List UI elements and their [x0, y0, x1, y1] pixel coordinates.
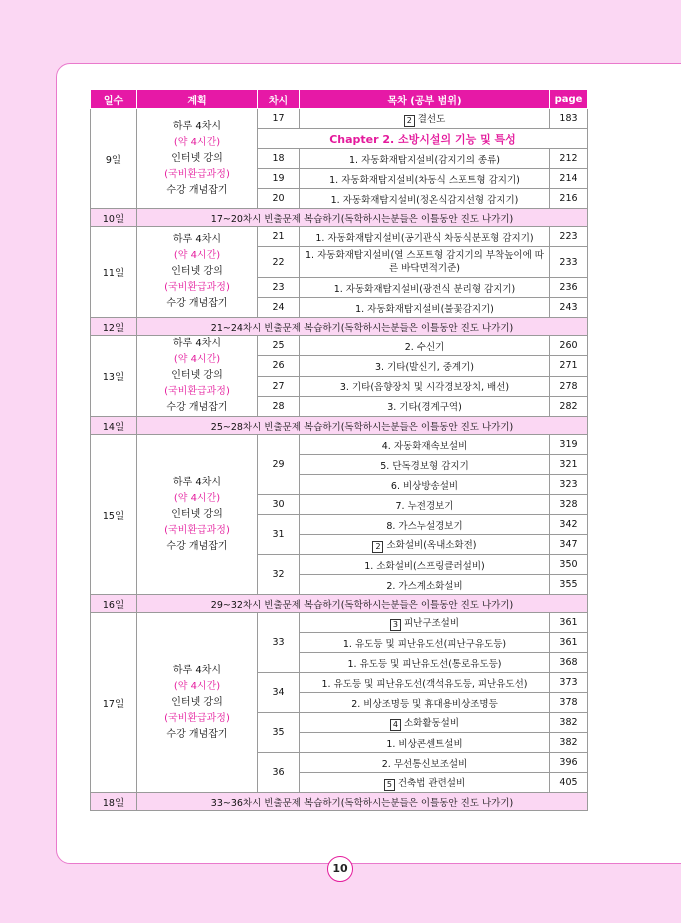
- toc-cell: 1. 유도등 및 피난유도선(통로유도등): [300, 653, 550, 673]
- plan-line: (국비환급과정): [164, 386, 230, 397]
- table-header-row: [91, 90, 588, 109]
- toc-cell: 1. 유도등 및 피난유도선(피난구유도등): [300, 633, 550, 653]
- toc-cell: 1. 비상콘센트설비: [300, 733, 550, 753]
- toc-text: 소화활동설비: [403, 717, 460, 729]
- plan-line: 하루 4차시: [172, 338, 222, 349]
- review-row: [91, 209, 588, 227]
- page-cell: 319: [550, 435, 588, 455]
- page-cell: 382: [550, 713, 588, 733]
- plan-line: (약 4시간): [173, 680, 221, 692]
- day-cell: 10일: [91, 209, 137, 227]
- table-row: [91, 109, 588, 129]
- plan-line: 하루 4차시: [172, 120, 222, 132]
- session-cell: 19: [258, 169, 300, 189]
- session-cell: 26: [258, 356, 300, 376]
- session-cell: 21: [258, 227, 300, 247]
- section-number-box: 4: [390, 719, 401, 731]
- section-number-box: 2: [404, 115, 415, 127]
- review-text: 25~28차시 빈출문제 복습하기(독학하시는분들은 이틀동안 진도 나가기): [137, 417, 588, 435]
- header-session: 차시: [258, 90, 300, 109]
- page-cell: 321: [550, 455, 588, 475]
- toc-cell: 2. 수신기: [300, 336, 550, 356]
- toc-cell: 2. 무선통신보조설비: [300, 753, 550, 773]
- plan-line: 하루 4차시: [172, 664, 222, 676]
- session-cell: 27: [258, 376, 300, 396]
- page-cell: 342: [550, 515, 588, 535]
- page-cell: 405: [550, 773, 588, 793]
- plan-cell: [137, 227, 258, 318]
- toc-cell: 1. 자동화재탐지설비(광전식 분리형 감지기): [300, 278, 550, 298]
- header-page: page: [550, 90, 588, 109]
- toc-cell: [300, 713, 550, 733]
- toc-cell: 5. 단독경보형 감지기: [300, 455, 550, 475]
- day-cell: 15일: [91, 435, 137, 595]
- page-cell: 214: [550, 169, 588, 189]
- day-cell: 13일: [91, 336, 137, 417]
- session-cell: 24: [258, 298, 300, 318]
- plan-line: 인터넷 강의: [171, 370, 223, 381]
- plan-line: (약 4시간): [173, 354, 221, 365]
- session-cell: 35: [258, 713, 300, 753]
- page-cell: 323: [550, 475, 588, 495]
- page-cell: 216: [550, 189, 588, 209]
- review-row: [91, 595, 588, 613]
- day-cell: 16일: [91, 595, 137, 613]
- session-cell: 32: [258, 555, 300, 595]
- session-cell: 29: [258, 435, 300, 495]
- section-number-box: 3: [390, 619, 401, 631]
- table-row: [91, 435, 588, 455]
- toc-cell: 2. 비상조명등 및 휴대용비상조명등: [300, 693, 550, 713]
- page-cell: 243: [550, 298, 588, 318]
- header-plan: 계획: [137, 90, 258, 109]
- toc-cell: 2. 가스계소화설비: [300, 575, 550, 595]
- toc-cell: 1. 자동화재탐지설비(공기관식 차동식분포형 감지기): [300, 227, 550, 247]
- page-cell: 382: [550, 733, 588, 753]
- toc-cell: 1. 자동화재탐지설비(열 스포트형 감지기의 부착높이에 따른 바닥면적기준): [300, 247, 550, 278]
- page-cell: 355: [550, 575, 588, 595]
- toc-text: 피난구조설비: [403, 617, 460, 629]
- page-cell: 368: [550, 653, 588, 673]
- review-text: 33~36차시 빈출문제 복습하기(독학하시는분들은 이틀동안 진도 나가기): [137, 793, 588, 811]
- toc-cell: 3. 기타(발신기, 중계기): [300, 356, 550, 376]
- toc-cell: 7. 누전경보기: [300, 495, 550, 515]
- plan-line: 인터넷 강의: [171, 696, 223, 708]
- session-cell: 22: [258, 247, 300, 278]
- page-cell: 361: [550, 633, 588, 653]
- session-cell: 25: [258, 336, 300, 356]
- session-cell: 17: [258, 109, 300, 129]
- review-text: 29~32차시 빈출문제 복습하기(독학하시는분들은 이틀동안 진도 나가기): [137, 595, 588, 613]
- session-cell: 23: [258, 278, 300, 298]
- section-number-box: 5: [384, 779, 395, 791]
- toc-cell: 1. 자동화재탐지설비(정온식감지선형 감지기): [300, 189, 550, 209]
- page-cell: 347: [550, 535, 588, 555]
- page-cell: 278: [550, 376, 588, 396]
- page-cell: 361: [550, 613, 588, 633]
- plan-line: (약 4시간): [173, 492, 221, 504]
- toc-cell: 3. 기타(음향장치 및 시각경보장치, 배선): [300, 376, 550, 396]
- page-number: 10: [327, 856, 353, 882]
- session-cell: 33: [258, 613, 300, 673]
- page-cell: 350: [550, 555, 588, 575]
- toc-text: 결선도: [417, 113, 446, 125]
- page-cell: 183: [550, 109, 588, 129]
- page-cell: 212: [550, 149, 588, 169]
- review-row: [91, 793, 588, 811]
- toc-text: 건축법 관련설비: [397, 777, 466, 789]
- page-cell: 260: [550, 336, 588, 356]
- plan-line: (약 4시간): [173, 250, 221, 261]
- session-cell: 28: [258, 396, 300, 416]
- header-toc: 목차 (공부 범위): [300, 90, 550, 109]
- plan-cell: [137, 613, 258, 793]
- review-row: [91, 318, 588, 336]
- page-cell: 271: [550, 356, 588, 376]
- day-cell: 17일: [91, 613, 137, 793]
- table-row: [91, 336, 588, 356]
- review-text: 17~20차시 빈출문제 복습하기(독학하시는분들은 이틀동안 진도 나가기): [137, 209, 588, 227]
- session-cell: 34: [258, 673, 300, 713]
- session-cell: 18: [258, 149, 300, 169]
- session-cell: 36: [258, 753, 300, 793]
- plan-line: (약 4시간): [173, 136, 221, 148]
- plan-line: 인터넷 강의: [171, 266, 223, 277]
- page-cell: 236: [550, 278, 588, 298]
- day-cell: 14일: [91, 417, 137, 435]
- plan-cell: [137, 336, 258, 417]
- table-row: [91, 227, 588, 247]
- plan-line: (국비환급과정): [164, 168, 230, 180]
- plan-line: (국비환급과정): [164, 712, 230, 724]
- toc-cell: 4. 자동화재속보설비: [300, 435, 550, 455]
- plan-line: 수강 개념잡기: [166, 540, 228, 552]
- toc-cell: [300, 535, 550, 555]
- plan-cell: [137, 435, 258, 595]
- review-text: 21~24차시 빈출문제 복습하기(독학하시는분들은 이틀동안 진도 나가기): [137, 318, 588, 336]
- plan-line: (국비환급과정): [164, 282, 230, 293]
- page-cell: 378: [550, 693, 588, 713]
- page-cell: 328: [550, 495, 588, 515]
- toc-cell: 6. 비상방송설비: [300, 475, 550, 495]
- plan-line: (국비환급과정): [164, 524, 230, 536]
- study-schedule-table: [90, 89, 588, 811]
- toc-cell: 1. 자동화재탐지설비(감지기의 종류): [300, 149, 550, 169]
- plan-line: 수강 개념잡기: [166, 184, 228, 196]
- session-cell: 20: [258, 189, 300, 209]
- plan-line: 인터넷 강의: [171, 152, 223, 164]
- section-number-box: 2: [372, 541, 383, 553]
- toc-cell: 1. 유도등 및 피난유도선(객석유도등, 피난유도선): [300, 673, 550, 693]
- toc-cell: 1. 소화설비(스프링클러설비): [300, 555, 550, 575]
- review-row: [91, 417, 588, 435]
- day-cell: 9일: [91, 109, 137, 209]
- day-cell: 11일: [91, 227, 137, 318]
- plan-line: 인터넷 강의: [171, 508, 223, 520]
- plan-line: 수강 개념잡기: [166, 728, 228, 740]
- plan-line: 수강 개념잡기: [166, 298, 228, 309]
- toc-cell: 3. 기타(경계구역): [300, 396, 550, 416]
- table-row: [91, 613, 588, 633]
- header-day: 일수: [91, 90, 137, 109]
- plan-line: 하루 4차시: [172, 234, 222, 245]
- toc-text: 소화설비(옥내소화전): [386, 539, 477, 551]
- toc-cell: [300, 109, 550, 129]
- chapter-banner: Chapter 2. 소방시설의 기능 및 특성: [258, 129, 588, 149]
- toc-cell: [300, 773, 550, 793]
- page-cell: 396: [550, 753, 588, 773]
- page-cell: 233: [550, 247, 588, 278]
- day-cell: 18일: [91, 793, 137, 811]
- day-cell: 12일: [91, 318, 137, 336]
- toc-cell: [300, 613, 550, 633]
- page-cell: 223: [550, 227, 588, 247]
- toc-cell: 8. 가스누설경보기: [300, 515, 550, 535]
- page-cell: 373: [550, 673, 588, 693]
- toc-cell: 1. 자동화재탐지설비(불꽃감지기): [300, 298, 550, 318]
- page-cell: 282: [550, 396, 588, 416]
- plan-cell: [137, 109, 258, 209]
- plan-line: 하루 4차시: [172, 476, 222, 488]
- session-cell: 31: [258, 515, 300, 555]
- session-cell: 30: [258, 495, 300, 515]
- plan-line: 수강 개념잡기: [166, 402, 228, 413]
- toc-cell: 1. 자동화재탐지설비(차동식 스포트형 감지기): [300, 169, 550, 189]
